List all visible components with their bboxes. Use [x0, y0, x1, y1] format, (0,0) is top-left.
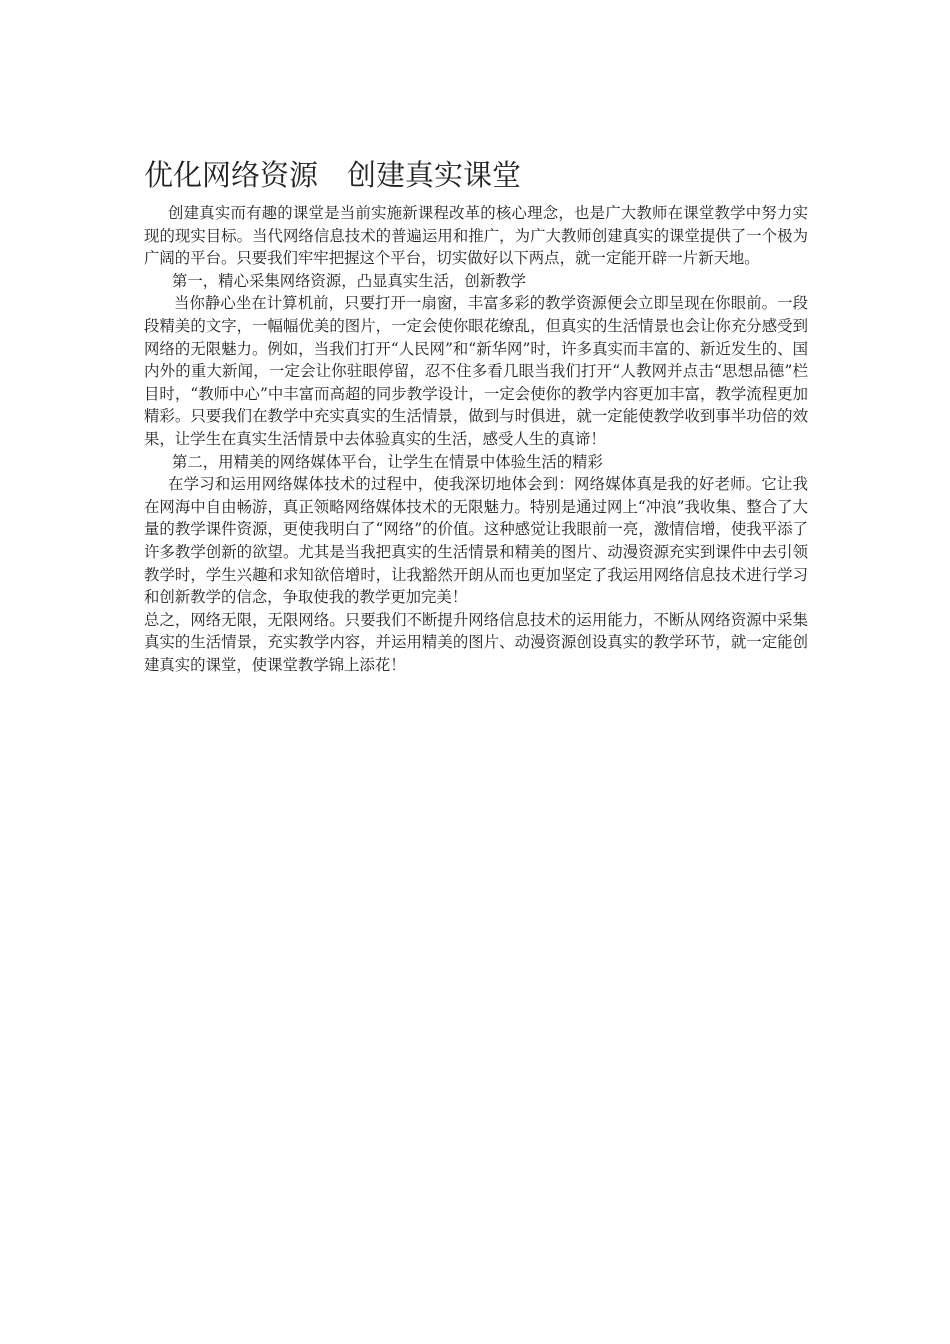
- intro-paragraph: 创建真实而有趣的课堂是当前实施新课程改革的核心理念，也是广大教师在课堂教学中努力实现的现实目标。当代网络信息技术的普遍运用和推广，为广大教师创建真实的课堂提供了一个极为广阔的平台。只要我们牢牢把握这个平台，切实做好以下两点，就一定能开辟一片新天地。: [144, 204, 808, 268]
- conclusion-paragraph: 总之，网络无限，无限网络。只要我们不断提升网络信息技术的运用能力，不断从网络资源中采集真实的生活情景，充实教学内容，并运用精美的图片、动漫资源创设真实的教学环节，就一定能创建真实的课堂，使课堂教学锦上添花！: [144, 610, 808, 674]
- section-heading-first: 第一，精心采集网络资源，凸显真实生活，创新教学: [172, 271, 526, 290]
- page-title: 优化网络资源 创建真实课堂: [144, 158, 522, 192]
- section-heading-second: 第二，用精美的网络媒体平台，让学生在情景中体验生活的精彩: [172, 452, 603, 471]
- document-content: [144, 156, 808, 676]
- body-paragraph-first-section: 当你静心坐在计算机前，只要打开一扇窗，丰富多彩的教学资源便会立即呈现在你眼前。一段段精美的文字，一幅幅优美的图片，一定会使你眼花缭乱，但真实的生活情景也会让你充分感受到网络的无限魅力。例如，当我们打开“人民网”和“新华网”时，许多真实而丰富的、新近发生的、国内外的重大新闻，一定会让你驻眼停留，忍不住多看几眼当我们打开“人教网并点击“思想品德”栏目时，“教师中心”中丰富而高超的同步教学设计，一定会使你的教学内容更加丰富，教学流程更加精彩。只要我们在教学中充实真实的生活情景，做到与时俱进，就一定能使教学收到事半功倍的效果，让学生在真实生活情景中去体验真实的生活，感受人生的真谛！: [144, 294, 808, 448]
- body-paragraph-second-section: 在学习和运用网络媒体技术的过程中，使我深切地体会到：网络媒体真是我的好老师。它让我在网海中自由畅游，真正领略网络媒体技术的无限魅力。特别是通过网上“冲浪”我收集、整合了大量的教学课件资源，更使我明白了“网络”的价值。这种感觉让我眼前一亮，激情信增，使我平添了许多教学创新的欲望。尤其是当我把真实的生活情景和精美的图片、动漫资源充实到课件中去引领教学时，学生兴趣和求知欲倍增时，让我豁然开朗从而也更加坚定了我运用网络信息技术进行学习和创新教学的信念，争取使我的教学更加完美！: [144, 475, 808, 607]
